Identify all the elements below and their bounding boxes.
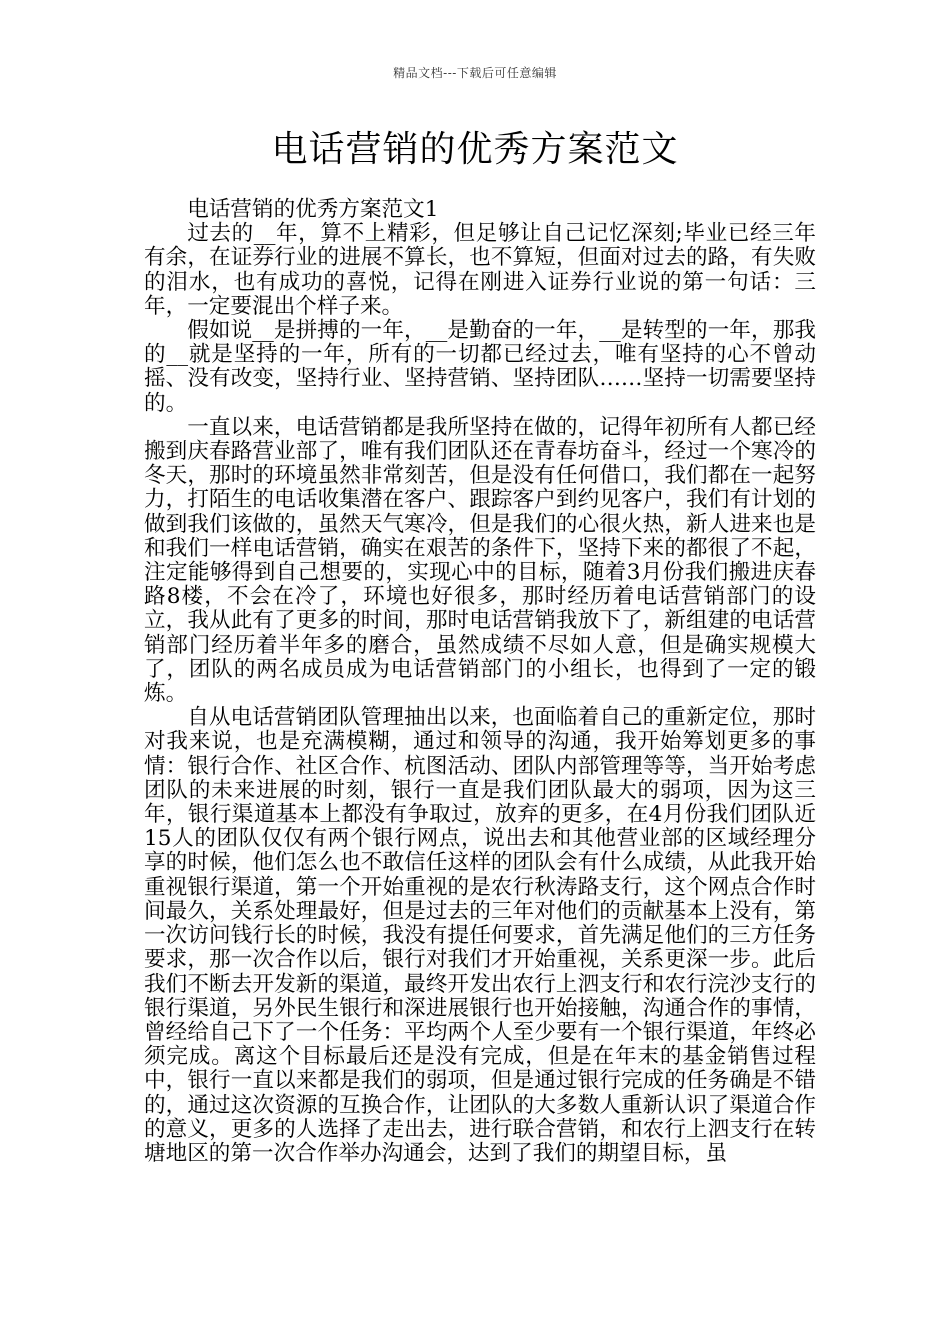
paragraph: 自从电话营销团队管理抽出以来，也面临着自己的重新定位，那时对我来说，也是充满模糊，通过和领导的沟通，我开始筹划更多的事情：银行合作、社区合作、杭图活动、团队内部管理等等，当开始考虑团队的未来进展的时刻，银行一直是我们团队最大的弱项，因为这三年，银行渠道基本上都没有争取过，放弃的更多，在4月份我们团队近15人的团队仅仅有两个银行网点，说出去和其他营业部的区域经理分享的时候，他们怎么也不敢信任这样的团队会有什么成绩，从此我开始重视银行渠道，第一个开始重视的是农行秋涛路支行，这个网点合作时间最久，关系处理最好，但是过去的三年对他们的贡献基本上没有，第一次访问钱行长的时候，我没有提任何要求，首先满足他们的三方任务要求，那一次合作以后，银行对我们才开始重视，关系更深一步。此后我们不断去开发新的渠道，最终开发出农行上泗支行和农行浣沙支行的银行渠道，另外民生银行和深进展银行也开始接触，沟通合作的事情，曾经给自己下了一个任务：平均两个人至少要有一个银行渠道，年终必须完成。离这个目标最后还是没有完成，但是在年末的基金销售过程中，银行一直以来都是我们的弱项，但是通过银行完成的任务确是不错的，通过这次资源的互换合作，让团队的大多数人重新认识了渠道合作的意义，更多的人选择了走出去，进行联合营销，和农行上泗支行在转塘地区的第一次合作举办沟通会，达到了我们的期望目标，虽 — [144, 705, 816, 1166]
paragraph: 过去的__年，算不上精彩，但足够让自己记忆深刻;毕业已经三年有余，在证券行业的进展不算长，也不算短，但面对过去的路，有失败的泪水，也有成功的喜悦，记得在刚进入证券行业说的第一句话：三年，一定要混出个样子来。 — [144, 221, 816, 319]
page-header: 精品文档---下载后可任意编辑 — [393, 66, 557, 80]
document-body — [144, 198, 816, 1166]
document-title: 电话营销的优秀方案范文 — [271, 129, 679, 170]
paragraph: 一直以来，电话营销都是我所坚持在做的，记得年初所有人都已经搬到庆春路营业部了，唯有我们团队还在青春坊奋斗，经过一个寒冷的冬天，那时的环境虽然非常刻苦，但是没有任何借口，我们都在一起努力，打陌生的电话收集潜在客户、跟踪客户到约见客户，我们有计划的做到我们该做的，虽然天气寒冷，但是我们的心很火热，新人进来也是和我们一样电话营销，确实在艰苦的条件下，坚持下来的都很了不起，注定能够得到自己想要的，实现心中的目标，随着3月份我们搬进庆春路8楼，不会在冷了，环境也好很多，那时经历着电话营销部门的设立，我从此有了更多的时间，那时电话营销我放下了，新组建的电话营销部门经历着半年多的磨合，虽然成绩不尽如人意，但是确实规模大了，团队的两名成员成为电话营销部门的小组长，也得到了一定的锻炼。 — [144, 414, 816, 707]
document-subtitle: 电话营销的优秀方案范文1 — [187, 197, 439, 222]
paragraph: 假如说__是拼搏的一年，__是勤奋的一年，__是转型的一年，那我的__就是坚持的一年，所有的一切都已经过去，唯有坚持的心不曾动摇、没有改变，坚持行业、坚持营销、坚持团队……坚持一切需要坚持的。 — [144, 318, 816, 416]
